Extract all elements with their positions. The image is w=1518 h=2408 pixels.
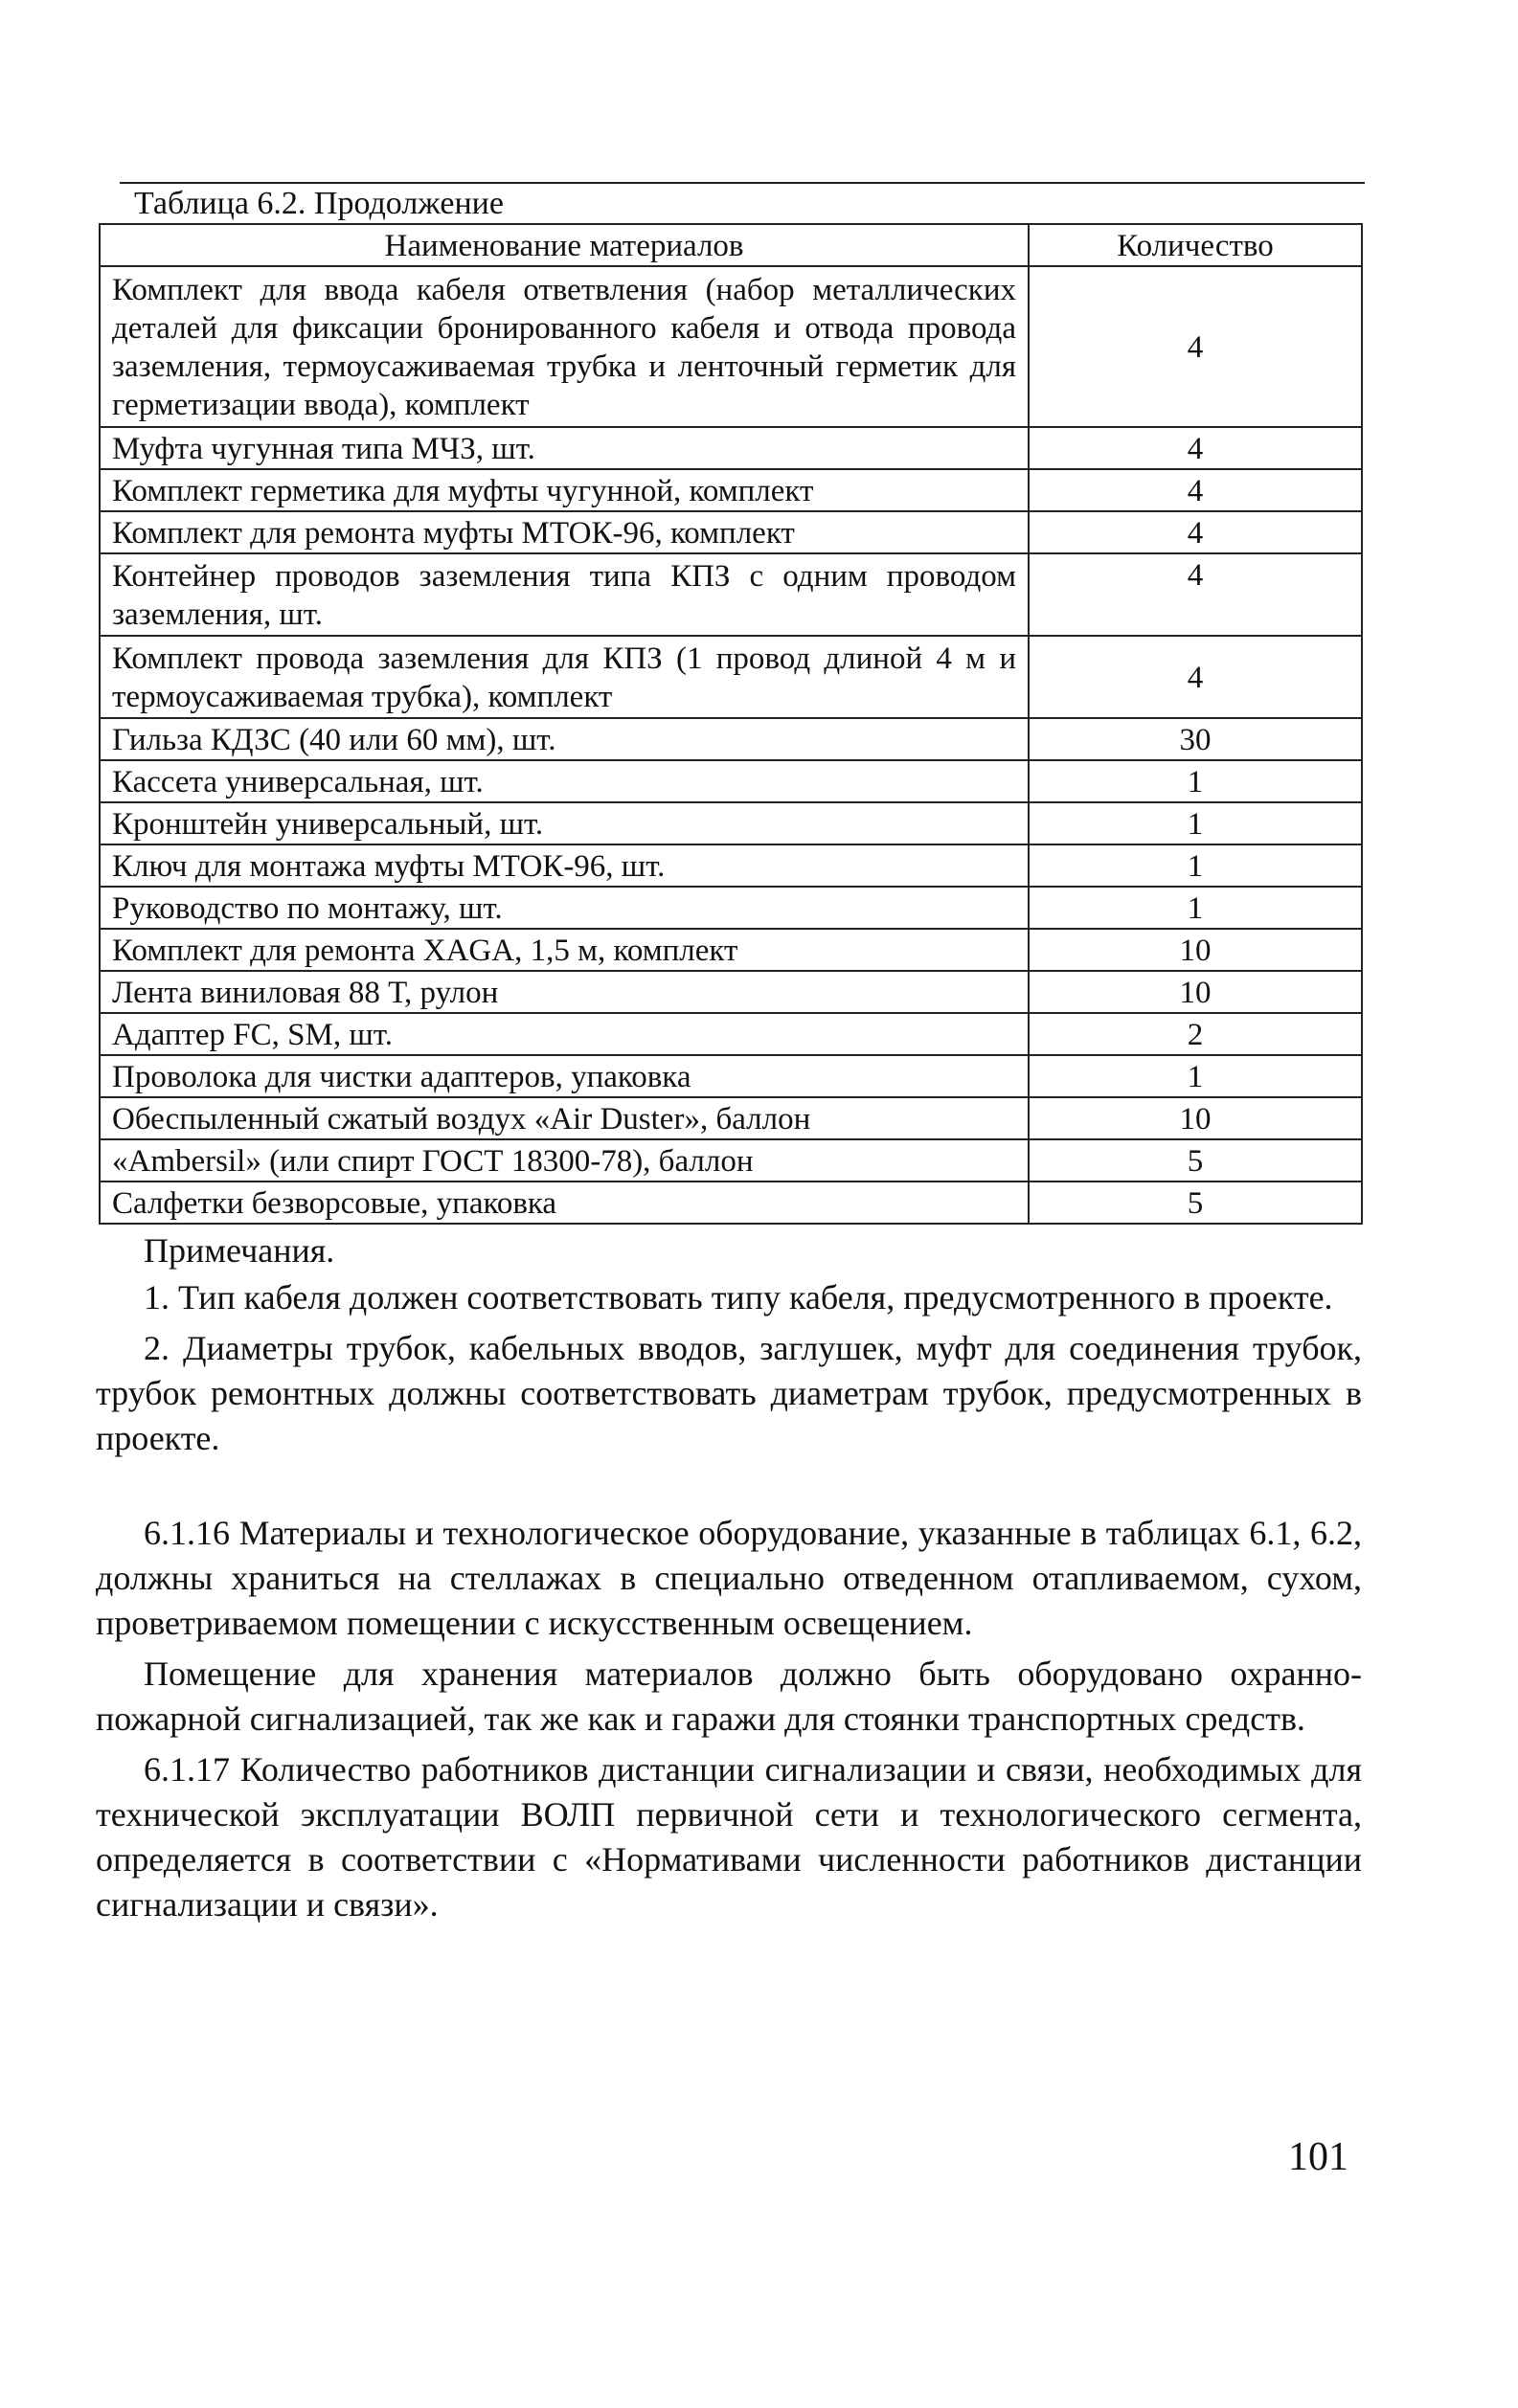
material-quantity: 1 <box>1029 844 1362 887</box>
material-name: Контейнер проводов заземления типа КПЗ с одним проводом заземления, шт. <box>100 553 1029 636</box>
notes-heading: Примечания. <box>144 1231 335 1270</box>
table-caption: Таблица 6.2. Продолжение <box>134 186 504 221</box>
material-name: Салфетки безворсовые, упаковка <box>100 1181 1029 1224</box>
body-paragraph: Помещение для хранения материалов должно быть оборудовано охранно-пожарной сигнализацией, так же как и гаражи для стоянки транспортных средств. <box>96 1654 1362 1738</box>
material-name: Обеспыленный сжатый воздух «Air Duster», баллон <box>100 1097 1029 1139</box>
table-row <box>100 1097 1362 1139</box>
material-name: Проволока для чистки адаптеров, упаковка <box>100 1055 1029 1097</box>
material-name: Комплект провода заземления для КПЗ (1 провод длиной 4 м и термоусаживаемая трубка), комплект <box>100 636 1029 718</box>
table-row <box>100 511 1362 553</box>
table-row <box>100 469 1362 511</box>
material-name: Адаптер FC, SM, шт. <box>100 1013 1029 1055</box>
material-name: «Ambersil» (или спирт ГОСТ 18300-78), баллон <box>100 1139 1029 1181</box>
note-item: 2. Диаметры трубок, кабельных вводов, заглушек, муфт для соединения трубок, трубок ремонтных должны соответствовать диаметрам трубок, предусмотренных в проекте. <box>96 1329 1362 1457</box>
material-name: Комплект для ввода кабеля ответвления (набор металлических деталей для фиксации бронированного кабеля и отвода провода заземления, термоусаживаемая трубка и ленточный герметик для герметизации ввода), комплект <box>100 266 1029 427</box>
table-header-row <box>100 224 1362 266</box>
table-row <box>100 553 1362 636</box>
table-row <box>100 887 1362 929</box>
material-quantity: 5 <box>1029 1181 1362 1224</box>
table-row <box>100 929 1362 971</box>
material-quantity: 10 <box>1029 929 1362 971</box>
material-quantity: 4 <box>1029 469 1362 511</box>
notes-section <box>96 1228 1362 1933</box>
material-quantity: 10 <box>1029 1097 1362 1139</box>
material-name: Кронштейн универсальный, шт. <box>100 802 1029 844</box>
table-row <box>100 718 1362 760</box>
body-paragraph: 6.1.17 Количество работников дистанции сигнализации и связи, необходимых для технической эксплуатации ВОЛП первичной сети и технологического сегмента, определяется в соответствии с «Нормативами численности работников дистанции сигнализации и связи». <box>96 1750 1362 1924</box>
body-paragraph: 6.1.16 Материалы и технологическое оборудование, указанные в таблицах 6.1, 6.2, должны храниться на стеллажах в специально отведенном отапливаемом, сухом, проветриваемом помещении с искусственным освещением. <box>96 1514 1362 1642</box>
table-row <box>100 844 1362 887</box>
table-row <box>100 971 1362 1013</box>
material-name: Руководство по монтажу, шт. <box>100 887 1029 929</box>
top-rule <box>120 182 1365 184</box>
table-row <box>100 1181 1362 1224</box>
table-row <box>100 1013 1362 1055</box>
table-row <box>100 802 1362 844</box>
material-quantity: 1 <box>1029 760 1362 802</box>
material-name: Муфта чугунная типа МЧЗ, шт. <box>100 427 1029 469</box>
table-row <box>100 1055 1362 1097</box>
header-name: Наименование материалов <box>100 224 1029 266</box>
materials-table <box>99 223 1363 1225</box>
page-number: 101 <box>1288 2135 1348 2179</box>
material-quantity: 4 <box>1029 266 1362 427</box>
table-row <box>100 636 1362 718</box>
material-name: Комплект для ремонта XAGA, 1,5 м, комплект <box>100 929 1029 971</box>
material-quantity: 30 <box>1029 718 1362 760</box>
material-quantity: 1 <box>1029 802 1362 844</box>
note-item: 1. Тип кабеля должен соответствовать типу кабеля, предусмотренного в проекте. <box>144 1278 1333 1317</box>
material-quantity: 1 <box>1029 887 1362 929</box>
material-quantity: 4 <box>1029 427 1362 469</box>
material-quantity: 5 <box>1029 1139 1362 1181</box>
header-quantity: Количество <box>1029 224 1362 266</box>
material-quantity: 10 <box>1029 971 1362 1013</box>
material-name: Ключ для монтажа муфты МТОК-96, шт. <box>100 844 1029 887</box>
material-quantity: 1 <box>1029 1055 1362 1097</box>
table-row <box>100 760 1362 802</box>
table-row <box>100 266 1362 427</box>
material-quantity: 2 <box>1029 1013 1362 1055</box>
material-name: Комплект герметика для муфты чугунной, комплект <box>100 469 1029 511</box>
material-name: Лента виниловая 88 Т, рулон <box>100 971 1029 1013</box>
material-name: Кассета универсальная, шт. <box>100 760 1029 802</box>
material-name: Комплект для ремонта муфты МТОК-96, комплект <box>100 511 1029 553</box>
table-row <box>100 1139 1362 1181</box>
material-quantity: 4 <box>1029 553 1362 636</box>
table-row <box>100 427 1362 469</box>
material-quantity: 4 <box>1029 636 1362 718</box>
material-quantity: 4 <box>1029 511 1362 553</box>
material-name: Гильза КДЗС (40 или 60 мм), шт. <box>100 718 1029 760</box>
